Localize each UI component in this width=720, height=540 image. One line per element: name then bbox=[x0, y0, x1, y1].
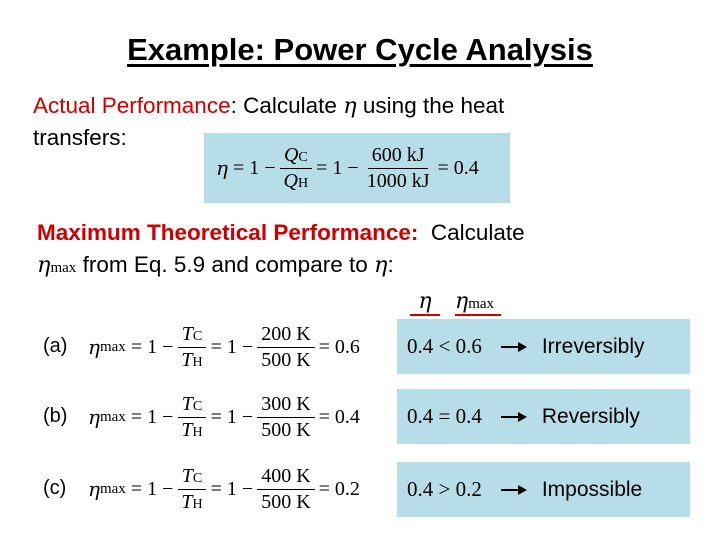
max-text-c: : bbox=[387, 252, 394, 277]
qh-value: 1000 kJ bbox=[366, 169, 430, 192]
actual-text-b: using the heat bbox=[362, 93, 505, 118]
eta-max-symbol: η bbox=[37, 252, 51, 278]
actual-performance-heading: Actual Performance bbox=[33, 93, 231, 118]
eq-eta: η bbox=[216, 156, 228, 180]
row-b-result: Reversibly bbox=[541, 404, 640, 428]
heat-value-fraction bbox=[363, 145, 434, 192]
slide-title: Example: Power Cycle Analysis bbox=[127, 32, 593, 67]
actual-text-a: : Calculate bbox=[230, 93, 337, 118]
qh-symbol: Q bbox=[283, 169, 298, 192]
row-label-b: (b) bbox=[43, 405, 68, 427]
qh-subscript: H bbox=[298, 175, 309, 191]
heat-ratio-fraction bbox=[280, 145, 313, 192]
row-label-a: (a) bbox=[43, 335, 68, 357]
arrow-right-icon bbox=[500, 340, 528, 354]
row-c-result-box bbox=[397, 462, 690, 517]
max-performance-heading: Maximum Theoretical Performance: bbox=[37, 220, 419, 245]
max-performance-paragraph bbox=[37, 217, 697, 284]
actual-text-c: transfers: bbox=[33, 125, 127, 150]
arrow-right-icon bbox=[500, 483, 528, 497]
row-b-result-box bbox=[397, 389, 690, 444]
eta-symbol-2: η bbox=[374, 252, 388, 278]
qc-subscript: C bbox=[298, 149, 308, 165]
eta-max-subscript: max bbox=[50, 260, 77, 276]
row-c-equation: η max = 1 − $\frac{TC}{TH}$ = 1 − $\frac{400 K}{500 K}$ = 0.2 bbox=[88, 464, 360, 513]
eq-result: = 0.4 bbox=[437, 156, 479, 179]
row-a-result-box bbox=[397, 319, 690, 374]
efficiency-equation-box bbox=[204, 133, 510, 203]
row-b-equation: η max = 1 − $\frac{TC}{TH}$ = 1 − $\frac{300 K}{500 K}$ = 0.4 bbox=[88, 392, 360, 441]
row-c-result: Impossible bbox=[541, 477, 643, 501]
eq-one-minus-2: = 1 − bbox=[316, 156, 359, 179]
column-header-eta-max: ηmax bbox=[455, 288, 501, 316]
row-a-result: Irreversibly bbox=[541, 334, 645, 358]
max-text-a: Calculate bbox=[430, 220, 525, 245]
qc-symbol: Q bbox=[283, 143, 299, 166]
row-label-c: (c) bbox=[43, 477, 67, 499]
column-header-eta: η bbox=[410, 288, 440, 316]
arrow-right-icon bbox=[500, 410, 528, 424]
row-b-comparison: 0.4 = 0.4 bbox=[407, 404, 482, 428]
row-a-comparison: 0.4 < 0.6 bbox=[407, 334, 482, 358]
eq-one-minus: = 1 − bbox=[232, 156, 276, 179]
eta-symbol: η bbox=[343, 93, 357, 119]
max-text-b: from Eq. 5.9 and compare to bbox=[82, 252, 368, 277]
qc-value: 600 kJ bbox=[368, 145, 429, 169]
row-a-equation: η max = 1 − $\frac{TC}{TH}$ = 1 − $\frac{200 K}{500 K}$ = 0.6 bbox=[88, 322, 360, 371]
row-c-comparison: 0.4 > 0.2 bbox=[407, 477, 482, 501]
